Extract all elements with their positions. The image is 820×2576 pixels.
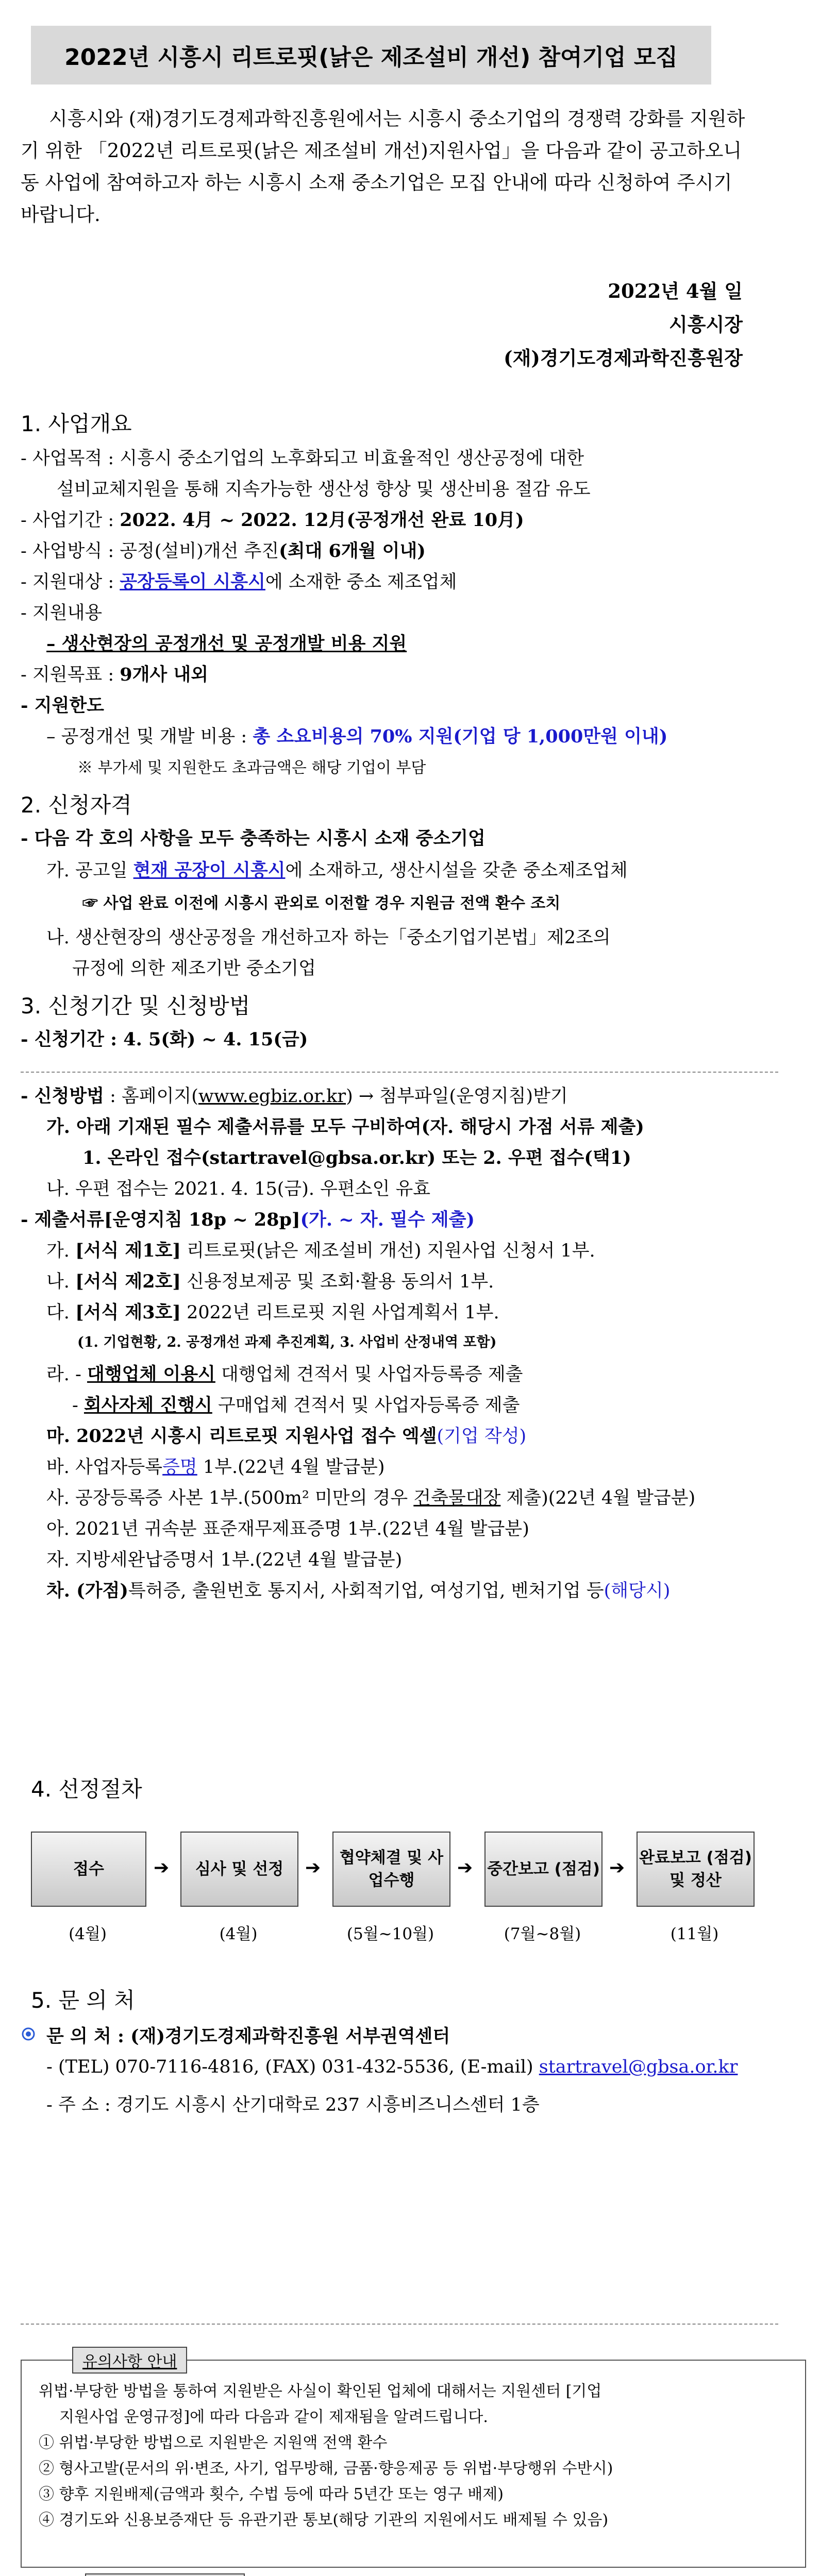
- contact-office: 문 의 처 : (재)경기도경제과학진흥원 서부권역센터: [46, 2026, 450, 2047]
- doc-e: 마. 2022년 시흥시 리트로핏 지원사업 접수 엑셀(기업 작성): [46, 1426, 527, 1447]
- step-4-period: (7월~8월): [504, 1925, 581, 1943]
- target-count-line: - 지원목표 : 9개사 내외: [21, 664, 209, 685]
- eligibility-a: 가. 공고일 현재 공장이 시흥시에 소재하고, 생산시설을 갖춘 중소제조업체: [46, 860, 628, 881]
- divider: [21, 1072, 778, 1073]
- section-3-heading: 3. 신청기간 및 신청방법: [21, 993, 250, 1019]
- caution-line: ② 형사고발(문서의 위·변조, 사기, 업무방해, 금품·향응제공 등 위법·부당행위 수반시): [39, 2460, 613, 2478]
- bullet-target-icon: [22, 2027, 35, 2041]
- doc-a: 가. [서식 제1호] 리트로핏(낡은 제조설비 개선) 지원사업 신청서 1부.: [46, 1240, 595, 1261]
- application-method: - 신청방법 : 홈페이지(www.egbiz.or.kr) → 첨부파일(운영지침)받기: [21, 1086, 568, 1107]
- step-5-period: (11월): [670, 1925, 719, 1943]
- support-content: – 생산현장의 공정개선 및 공정개발 비용 지원: [46, 633, 407, 654]
- page-title: 2022년 시흥시 리트로핏(낡은 제조설비 개선) 참여기업 모집: [31, 26, 711, 84]
- step-1-period: (4월): [69, 1925, 107, 1943]
- doc-f: 바. 사업자등록증명 1부.(22년 4월 발급분): [46, 1457, 385, 1478]
- vat-note: ※ 부가세 및 지원한도 초과금액은 해당 기업이 부담: [77, 759, 426, 777]
- intro-paragraph: 시흥시와 (재)경기도경제과학진흥원에서는 시흥시 중소기업의 경쟁력 강화를 지원하기 위한 「2022년 리트로핏(낡은 제조설비 개선)지원사업」을 다음과 같이 공고하오니 동 사업에 참여하고자 하는 시흥시 소재 중소기업은 모집 안내에 따라 신청하여 주시기 바랍니다.: [21, 108, 745, 226]
- doc-i: 자. 지방세완납증명서 1부.(22년 4월 발급분): [46, 1550, 403, 1570]
- step-3-period: (5월~10월): [346, 1925, 434, 1943]
- eligibility-b-2: 규정에 의한 제조기반 중소기업: [72, 958, 316, 979]
- contact-address: - 주 소 : 경기도 시흥시 산기대학로 237 시흥비즈니스센터 1층: [46, 2095, 540, 2115]
- arrow-icon: ➔: [154, 1857, 170, 1878]
- doc-g: 사. 공장등록증 사본 1부.(500m² 미만의 경우 건축물대장 제출)(22년 4월 발급분): [46, 1488, 696, 1509]
- target-line: - 지원대상 : 공장등록이 시흥시에 소재한 중소 제조업체: [21, 571, 457, 592]
- caution-notice-tag: 유의사항 안내: [72, 2347, 187, 2374]
- caution-line: ③ 향후 지원배제(금액과 횟수, 수법 등에 따라 5년간 또는 영구 배제): [39, 2485, 504, 2503]
- doc-j: 차. (가점)특허증, 출원번호 통지서, 사회적기업, 여성기업, 벤처기업 등(해당시): [46, 1580, 671, 1601]
- process-step-5: 완료보고 (점검) 및 정산: [637, 1832, 755, 1907]
- contact-phone: - (TEL) 070-7116-4816, (FAX) 031-432-5536, (E-mail) startravel@gbsa.or.kr: [46, 2057, 738, 2077]
- arrow-icon: ➔: [457, 1857, 473, 1878]
- caution-line: 위법·부당한 방법을 통하여 지원받은 사실이 확인된 업체에 대해서는 지원센터 [기업: [39, 2382, 602, 2400]
- doc-h: 아. 2021년 귀속분 표준재무제표증명 1부.(22년 4월 발급분): [46, 1519, 529, 1539]
- process-step-2: 심사 및 선정: [180, 1832, 298, 1907]
- arrow-icon: ➔: [609, 1857, 625, 1878]
- eligibility-b: 나. 생산현장의 생산공정을 개선하고자 하는「중소기업기본법」제2조의: [46, 927, 611, 948]
- method-a: 가. 아래 기재된 필수 제출서류를 모두 구비하여(자. 해당시 가점 서류 제출): [46, 1116, 644, 1138]
- method-b: 나. 우편 접수는 2021. 4. 15(금). 우편소인 유효: [46, 1179, 431, 1199]
- doc-d: 라. - 대행업체 이용시 대행업체 견적서 및 사업자등록증 제출: [46, 1364, 523, 1385]
- caution-line: 지원사업 운영규정]에 따라 다음과 같이 제재됨을 알려드립니다.: [59, 2408, 488, 2426]
- documents-heading: - 제출서류[운영지침 18p ~ 28p](가. ~ 자. 필수 제출): [21, 1209, 475, 1230]
- arrow-icon: ➔: [305, 1857, 321, 1878]
- doc-c: 다. [서식 제3호] 2022년 리트로핏 지원 사업계획서 1부.: [46, 1302, 499, 1323]
- relocation-warning: ☞ 사업 완료 이전에 시흥시 관외로 이전할 경우 지원금 전액 환수 조치: [82, 894, 561, 912]
- application-period: - 신청기간 : 4. 5(화) ~ 4. 15(금): [21, 1029, 308, 1050]
- divider: [21, 2324, 778, 2325]
- contact-email-link[interactable]: startravel@gbsa.or.kr: [539, 2057, 738, 2077]
- method-line: - 사업방식 : 공정(설비)개선 추진(최대 6개월 이내): [21, 540, 426, 562]
- announcement-date: 2022년 4월 일: [608, 280, 743, 302]
- step-2-period: (4월): [219, 1925, 258, 1943]
- process-step-3: 협약체결 및 사업수행: [332, 1832, 450, 1907]
- process-step-4: 중간보고 (점검): [484, 1832, 603, 1907]
- signatory-mayor: 시흥시장: [669, 313, 743, 336]
- section-4-heading: 4. 선정절차: [31, 1776, 142, 1802]
- section-2-heading: 2. 신청자격: [21, 792, 132, 818]
- caution-line: ④ 경기도와 신용보증재단 등 유관기관 통보(해당 기관의 지원에서도 배제될 수 있음): [39, 2511, 609, 2529]
- section-1-heading: 1. 사업개요: [21, 411, 132, 436]
- clean-report-tag: [85, 2573, 245, 2576]
- doc-b: 나. [서식 제2호] 신용정보제공 및 조회·활용 동의서 1부.: [46, 1271, 494, 1292]
- support-limit-label: - 지원한도: [21, 695, 104, 716]
- purpose-line-2: 설비교체지원을 통해 지속가능한 생산성 향상 및 생산비용 절감 유도: [57, 479, 591, 500]
- signatory-agency: (재)경기도경제과학진흥원장: [504, 347, 743, 369]
- eligibility-line: - 다음 각 호의 사항을 모두 충족하는 시흥시 소재 중소기업: [21, 828, 486, 849]
- process-step-1: 접수: [31, 1832, 146, 1907]
- support-content-label: - 지원내용: [21, 603, 103, 623]
- doc-c-note: (1. 기업현황, 2. 공정개선 과제 추진계획, 3. 사업비 산정내역 포함): [77, 1334, 497, 1350]
- period-line: - 사업기간 : 2022. 4月 ~ 2022. 12月(공정개선 완료 10月): [21, 510, 524, 531]
- caution-line: ① 위법·부당한 방법으로 지원받은 지원액 전액 환수: [39, 2434, 388, 2452]
- doc-d-2: - 회사자체 진행시 구매업체 견적서 및 사업자등록증 제출: [72, 1395, 520, 1416]
- method-a-detail: 1. 온라인 접수(startravel@gbsa.or.kr) 또는 2. 우편 접수(택1): [82, 1147, 631, 1168]
- homepage-link[interactable]: www.egbiz.or.kr: [198, 1086, 346, 1107]
- purpose-line: - 사업목적 : 시흥시 중소기업의 노후화되고 비효율적인 생산공정에 대한: [21, 448, 584, 469]
- section-5-heading: 5. 문 의 처: [31, 1988, 135, 2013]
- support-limit-line: – 공정개선 및 개발 비용 : 총 소요비용의 70% 지원(기업 당 1,000만원 이내): [46, 726, 668, 747]
